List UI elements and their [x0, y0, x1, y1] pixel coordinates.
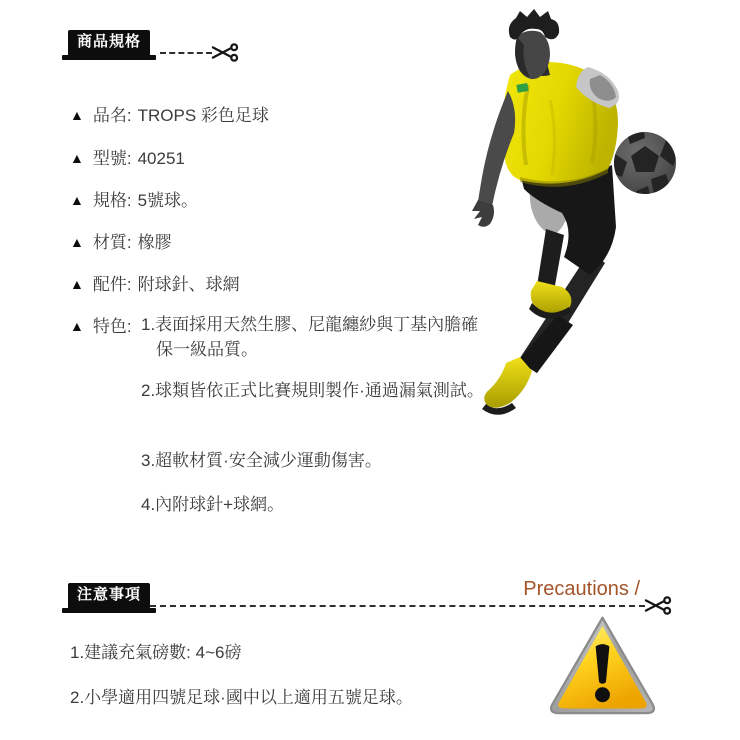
- spec-label: 特色:: [92, 317, 132, 336]
- spec-label: 配件:: [92, 275, 132, 294]
- spec-value: 5號球。: [137, 191, 199, 210]
- triangle-bullet-icon: ▲: [70, 234, 84, 250]
- spec-section-title: 商品規格: [68, 30, 150, 56]
- spec-row-material: [70, 228, 172, 253]
- feature-item-4: 4.內附球針+球網。: [141, 495, 285, 514]
- spec-row-name: [70, 101, 269, 126]
- feature-item-3: 3.超軟材質·安全減少運動傷害。: [141, 451, 382, 470]
- soccer-player-illustration: [440, 5, 740, 435]
- soccer-ball-icon: [611, 126, 679, 197]
- triangle-bullet-icon: ▲: [70, 276, 84, 292]
- divider-dashed-line: [150, 605, 645, 607]
- spec-row-model: [70, 144, 185, 169]
- player-kicking-shin: [537, 229, 564, 291]
- warning-triangle-icon: [545, 612, 660, 720]
- divider-dashed-line: [160, 52, 212, 54]
- spec-label: 型號:: [92, 149, 132, 168]
- precautions-section-title: 注意事項: [68, 583, 150, 609]
- feature-item-1: 1.表面採用天然生膠、尼龍纏紗與丁基內膽確保一級品質。: [141, 315, 479, 359]
- triangle-bullet-icon: ▲: [70, 318, 84, 334]
- triangle-bullet-icon: ▲: [70, 192, 84, 208]
- scissors-icon: [211, 43, 239, 62]
- spec-row-accessories: [70, 270, 240, 295]
- spec-value: 40251: [137, 149, 185, 168]
- precautions-heading-en: Precautions /: [523, 578, 640, 600]
- spec-label: 品名:: [92, 106, 132, 125]
- spec-value: 附球針、球網: [137, 275, 240, 294]
- triangle-bullet-icon: ▲: [70, 107, 84, 123]
- spec-value: TROPS 彩色足球: [137, 106, 269, 125]
- spec-row-features-label: [70, 312, 138, 337]
- spec-value: 橡膠: [137, 233, 172, 252]
- feature-item-2: 2.球類皆依正式比賽規則製作·通過漏氣測試。: [141, 381, 484, 400]
- precaution-item-2: 2.小學適用四號足球·國中以上適用五號足球。: [70, 688, 413, 707]
- spec-label: 規格:: [92, 191, 132, 210]
- triangle-bullet-icon: ▲: [70, 150, 84, 166]
- precaution-item-1: 1.建議充氣磅數: 4~6磅: [70, 643, 242, 662]
- spec-label: 材質:: [92, 233, 132, 252]
- spec-row-size: [70, 186, 198, 211]
- player-back-shoe: [484, 357, 532, 408]
